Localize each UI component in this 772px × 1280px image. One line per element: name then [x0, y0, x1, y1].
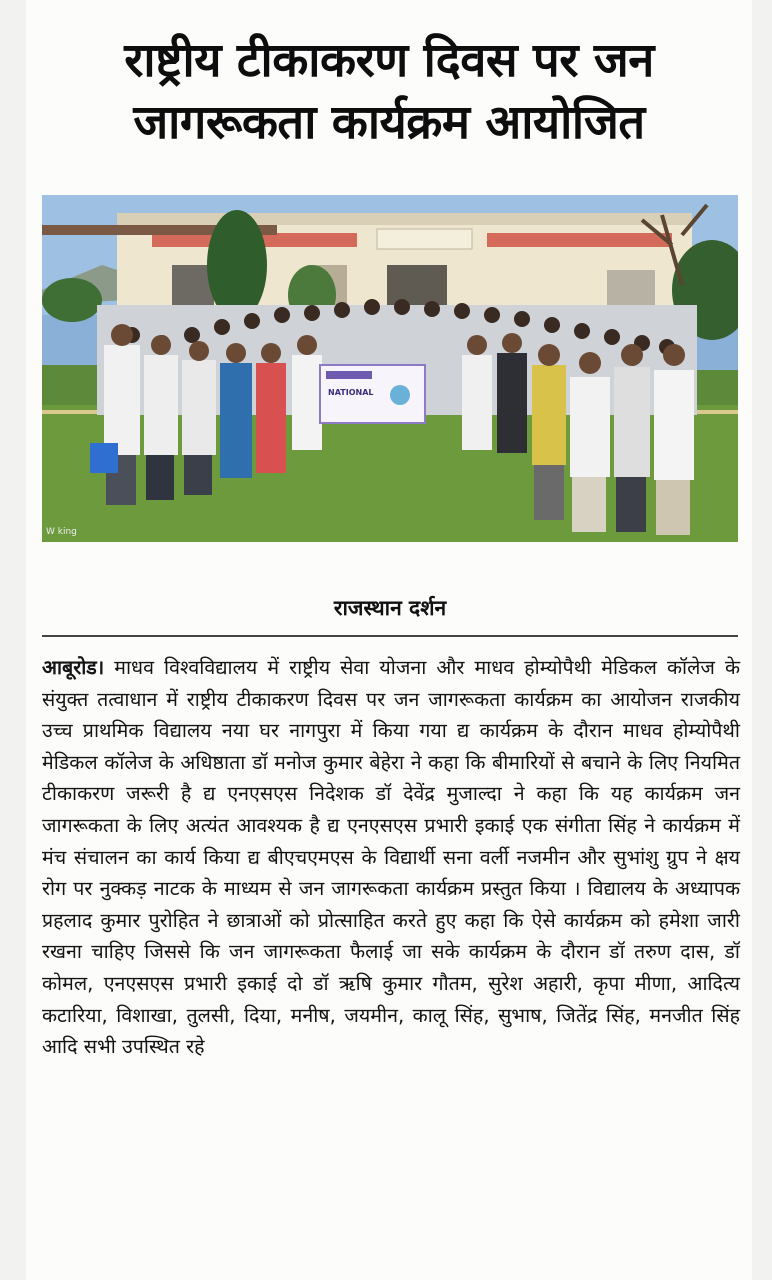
newspaper-clipping	[26, 0, 752, 1280]
article-dateline: आबूरोड।	[42, 656, 105, 679]
article-text: माधव विश्वविद्यालय में राष्ट्रीय सेवा योजना और माधव होम्योपैथी मेडिकल कॉलेज के संयुक्त तत्वाधान में राष्ट्रीय टीकाकरण दिवस पर जन जागरूकता कार्यक्रम का आयोजन राजकीय उच्च प्राथमिक विद्यालय नया घर नागपुरा में किया गया द्य कार्यक्रम के दौरान माधव होम्योपैथी मेडिकल कॉलेज के अधिष्ठाता डॉ मनोज कुमार बेहेरा ने कहा कि बीमारियों से बचाने के लिए नियमित टीकाकरण जरूरी है द्य एनएसएस निदेशक डॉ देवेंद्र मुजाल्दा ने कहा कि यह कार्यक्रम जन जागरूकता के लिए अत्यंत आवश्यक है द्य एनएसएस प्रभारी इकाई एक संगीता सिंह ने कार्यक्रम में मंच संचालन का कार्य किया द्य बीएचएमएस के विद्यार्थी सना वर्ली नजमीन और सुभांशु ग्रुप ने क्षय रोग पर नुक्कड़ नाटक के माध्यम से जन जागरूकता कार्यक्रम प्रस्तुत किया । विद्यालय के अध्यापक प्रहलाद कुमार पुरोहित ने छात्राओं को प्रोत्साहित करते हुए कहा कि ऐसे कार्यक्रम को हमेशा जारी रखना चाहिए जिससे कि जन जागरूकता फैलाई जा सके कार्यक्रम के दौरान डॉ तरुण दास, डॉ कोमल, एनएसएस प्रभारी इकाई दो डॉ ऋषि कुमार गौतम, सुरेश अहारी, कृपा मीणा, आदित्य कटारिया, विशाखा, तुलसी, दिया, मनीष, जयमीन, कालू सिंह, सुभाष, जितेंद्र सिंह, मनजीत सिंह आदि सभी उपस्थित रहे	[42, 656, 740, 1059]
page-edge-right	[752, 0, 772, 1280]
headline	[46, 30, 732, 154]
news-photo	[42, 195, 738, 542]
byline-rule	[42, 635, 738, 637]
page-edge-left	[0, 0, 26, 1280]
byline: राजस्थान दर्शन	[333, 596, 447, 620]
banner-text: NATIONAL	[328, 388, 374, 397]
headline-line-1: राष्ट्रीय टीकाकरण दिवस पर जन	[124, 33, 654, 88]
photo-watermark: W king	[46, 527, 77, 537]
headline-line-2: जागरूकता कार्यक्रम आयोजित	[133, 95, 645, 150]
article-body	[42, 652, 740, 1063]
